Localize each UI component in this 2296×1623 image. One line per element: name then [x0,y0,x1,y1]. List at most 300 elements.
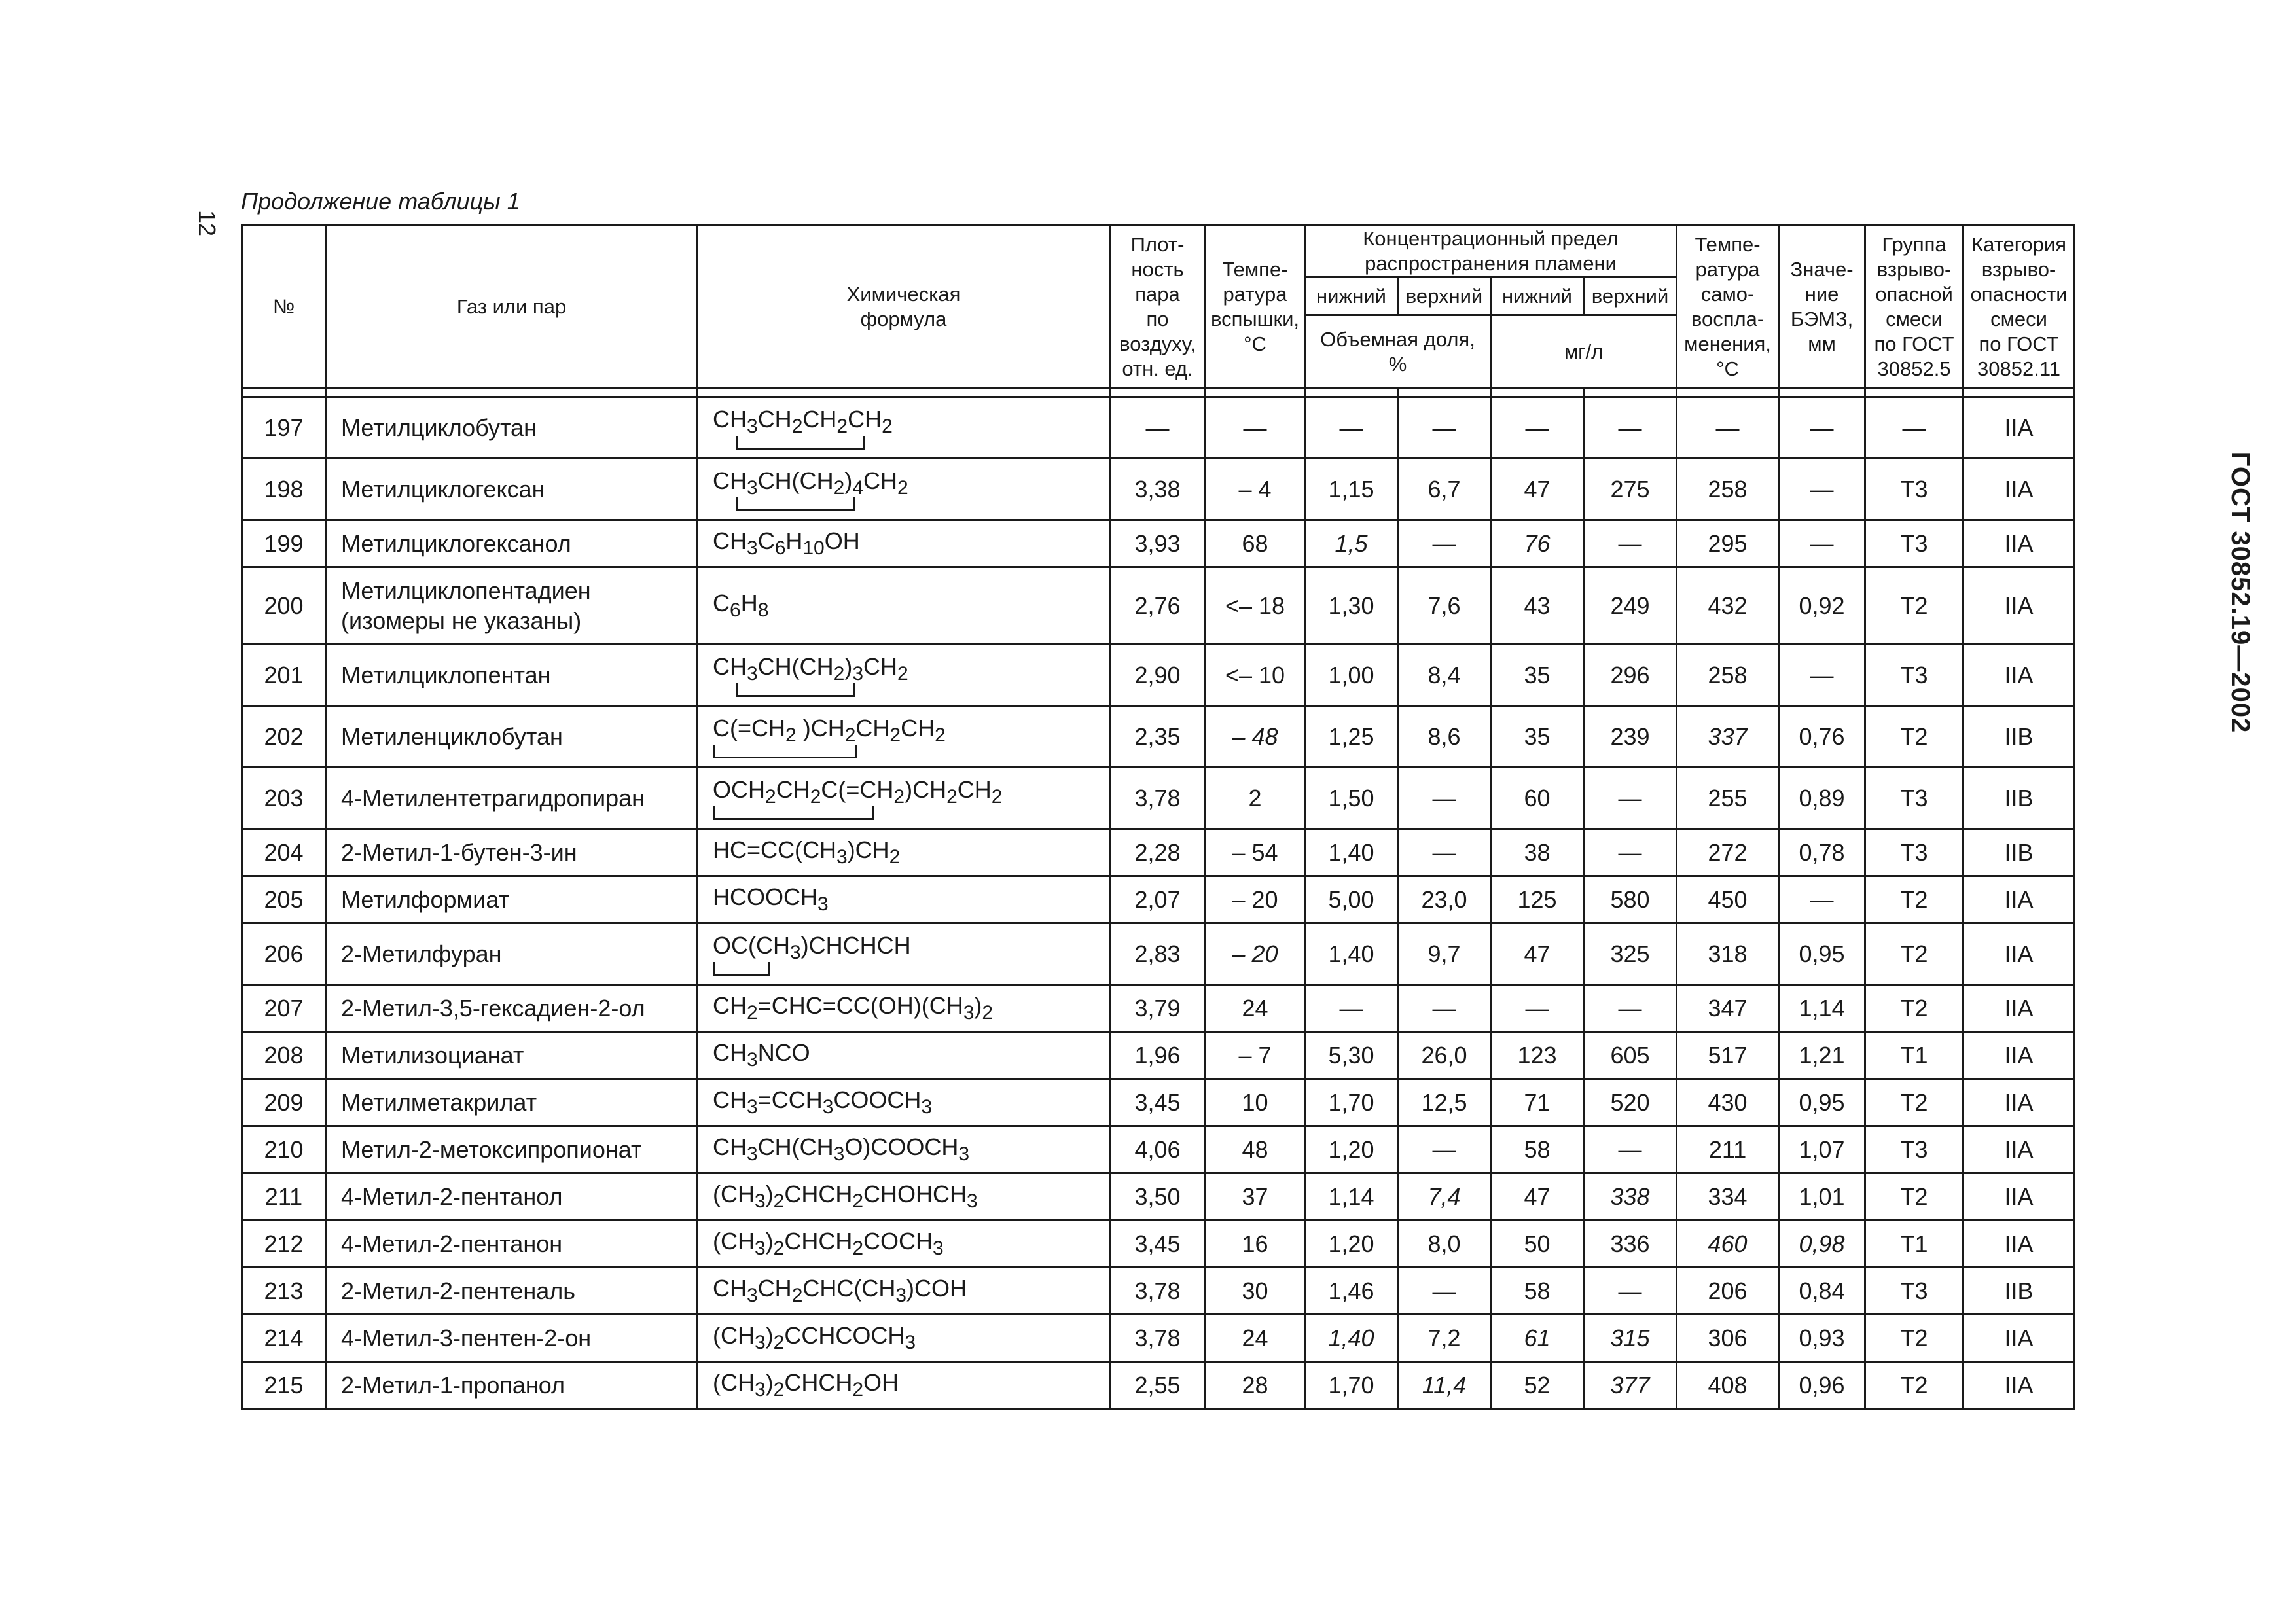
cell-bemz: 0,92 [1779,567,1865,645]
cell-ign: 334 [1677,1173,1779,1221]
cell-density: 2,90 [1110,645,1206,706]
cell-ign: 211 [1677,1126,1779,1173]
cell-ign: 432 [1677,567,1779,645]
table-body [242,397,2075,1409]
cell-bemz: 0,84 [1779,1268,1865,1315]
cell-uv: — [1398,829,1491,876]
formula-text: $C(=CH_2$ )$CH_2CH_2CH_2$ [713,715,946,747]
cell-ign: 347 [1677,985,1779,1032]
cell-bemz: — [1779,645,1865,706]
cell-lv: 1,46 [1305,1268,1398,1315]
cell-bemz: 0,76 [1779,706,1865,768]
cell-lm: 76 [1491,520,1584,567]
cell-lv: — [1305,397,1398,459]
cell-density: 3,79 [1110,985,1206,1032]
cell-formula [698,1126,1110,1173]
cell-ign: 430 [1677,1079,1779,1126]
cell-cat: IIA [1964,397,2075,459]
table-row [242,1032,2075,1079]
cell-no: 209 [242,1079,326,1126]
cell-name: 4-Метил-2-пентанол [326,1173,698,1221]
cell-group: T3 [1865,1126,1964,1173]
cell-flash: 10 [1206,1079,1305,1126]
table-row [242,1079,2075,1126]
header-density: Плот- ность пара по воздуху, отн. ед. [1110,226,1206,389]
cell-name: Метиленциклобутан [326,706,698,768]
cell-cat: IIA [1964,1032,2075,1079]
cell-no: 211 [242,1173,326,1221]
cell-bemz: 0,96 [1779,1362,1865,1409]
formula-text: $CH_3NCO$ [713,1039,810,1071]
cell-um: 336 [1584,1221,1677,1268]
page-number: 12 [194,209,221,237]
cell-name: 2-Метилфуран [326,923,698,985]
cell-group: T3 [1865,768,1964,829]
cell-cat: IIA [1964,520,2075,567]
cell-cat: IIA [1964,459,2075,520]
table-row [242,706,2075,768]
cell-bemz: 1,01 [1779,1173,1865,1221]
cell-group: T1 [1865,1221,1964,1268]
header-bemz: Значе- ние БЭМЗ, мм [1779,226,1865,389]
cell-ign: 272 [1677,829,1779,876]
cell-flash: – 20 [1206,876,1305,923]
cell-name: Метилциклопентан [326,645,698,706]
cell-density: 3,78 [1110,1315,1206,1362]
cell-group: T2 [1865,1173,1964,1221]
cell-density: 3,78 [1110,768,1206,829]
cell-uv: 7,2 [1398,1315,1491,1362]
formula-text: $OC(CH_3)CHCHCH$ [713,932,911,964]
cell-formula [698,1221,1110,1268]
cell-lm: 123 [1491,1032,1584,1079]
cell-um: — [1584,1126,1677,1173]
table-caption: Продолжение таблицы 1 [241,188,520,215]
cell-group: T2 [1865,1362,1964,1409]
cell-um: 325 [1584,923,1677,985]
cell-cat: IIB [1964,768,2075,829]
cell-ign: 255 [1677,768,1779,829]
cell-ign: 318 [1677,923,1779,985]
cell-bemz: 0,95 [1779,1079,1865,1126]
table-row [242,645,2075,706]
cell-formula [698,1032,1110,1079]
cell-ign: 258 [1677,459,1779,520]
cell-uv: — [1398,1268,1491,1315]
cell-lm: 35 [1491,645,1584,706]
cell-lv: 1,70 [1305,1079,1398,1126]
cell-flash: <– 10 [1206,645,1305,706]
cell-formula [698,1315,1110,1362]
cell-formula [698,923,1110,985]
cell-name: Метилциклогексан [326,459,698,520]
table-row [242,397,2075,459]
cell-bemz: — [1779,520,1865,567]
cell-formula [698,768,1110,829]
cell-lv: 1,40 [1305,923,1398,985]
header-volume-fraction: Объемная доля, % [1305,315,1491,389]
cell-um: 275 [1584,459,1677,520]
cell-density: 3,38 [1110,459,1206,520]
cell-lv: 1,00 [1305,645,1398,706]
cell-density: 3,45 [1110,1221,1206,1268]
cell-uv: — [1398,768,1491,829]
cell-formula [698,567,1110,645]
cell-bemz: 0,89 [1779,768,1865,829]
cell-group: T2 [1865,923,1964,985]
cell-lv: — [1305,985,1398,1032]
cell-formula [698,1173,1110,1221]
cell-uv: 8,6 [1398,706,1491,768]
cell-ign: 258 [1677,645,1779,706]
cell-um: — [1584,520,1677,567]
cell-cat: IIA [1964,1221,2075,1268]
cell-cat: IIA [1964,1362,2075,1409]
cell-bemz: 1,14 [1779,985,1865,1032]
cell-ign: — [1677,397,1779,459]
cell-lv: 1,5 [1305,520,1398,567]
cell-formula [698,1079,1110,1126]
cell-lv: 1,40 [1305,1315,1398,1362]
cell-lm: 52 [1491,1362,1584,1409]
cell-lm: — [1491,397,1584,459]
cell-flash: – 48 [1206,706,1305,768]
cell-um: — [1584,397,1677,459]
cell-um: 296 [1584,645,1677,706]
cell-formula [698,459,1110,520]
cell-lv: 1,15 [1305,459,1398,520]
cell-bemz: 0,78 [1779,829,1865,876]
cell-group: T2 [1865,1315,1964,1362]
cell-um: — [1584,985,1677,1032]
cell-um: — [1584,829,1677,876]
cell-density: 2,28 [1110,829,1206,876]
cell-no: 213 [242,1268,326,1315]
cell-no: 207 [242,985,326,1032]
cell-cat: IIA [1964,645,2075,706]
formula-text: $(CH_3)_2CHCH_2COCH_3$ [713,1227,944,1260]
cell-density: 3,45 [1110,1079,1206,1126]
table-row [242,567,2075,645]
data-table [241,224,2075,1410]
cell-no: 205 [242,876,326,923]
cell-flash: 28 [1206,1362,1305,1409]
cell-uv: — [1398,985,1491,1032]
cell-name: 2-Метил-2-пентеналь [326,1268,698,1315]
cell-lv: 1,25 [1305,706,1398,768]
cell-uv: — [1398,397,1491,459]
cell-cat: IIA [1964,1126,2075,1173]
ring-bracket [713,806,874,820]
cell-flash: 24 [1206,1315,1305,1362]
cell-uv: — [1398,1126,1491,1173]
formula-text: $C_6H_8$ [713,589,769,622]
cell-lm: — [1491,985,1584,1032]
cell-flash: 48 [1206,1126,1305,1173]
header-mg-per-l: мг/л [1491,315,1677,389]
cell-bemz: 0,93 [1779,1315,1865,1362]
table-row [242,923,2075,985]
cell-bemz: — [1779,459,1865,520]
cell-no: 214 [242,1315,326,1362]
cell-bemz: — [1779,397,1865,459]
cell-name: Метилметакрилат [326,1079,698,1126]
cell-lv: 1,30 [1305,567,1398,645]
cell-group: T3 [1865,459,1964,520]
table-row [242,1126,2075,1173]
cell-lv: 1,20 [1305,1221,1398,1268]
cell-density: 2,55 [1110,1362,1206,1409]
table-row [242,459,2075,520]
cell-um: 520 [1584,1079,1677,1126]
table-row [242,876,2075,923]
cell-uv: 7,4 [1398,1173,1491,1221]
cell-formula [698,1268,1110,1315]
cell-um: — [1584,1268,1677,1315]
cell-no: 206 [242,923,326,985]
header-ignition-temp: Темпе- ратура само- воспла- менения, °С [1677,226,1779,389]
cell-cat: IIA [1964,1173,2075,1221]
cell-no: 201 [242,645,326,706]
cell-density: 3,93 [1110,520,1206,567]
cell-uv: 8,0 [1398,1221,1491,1268]
cell-density: 2,07 [1110,876,1206,923]
cell-no: 199 [242,520,326,567]
table-row [242,520,2075,567]
cell-lm: 50 [1491,1221,1584,1268]
cell-cat: IIA [1964,876,2075,923]
cell-name: 2-Метил-1-пропанол [326,1362,698,1409]
formula-text: $CH_3CH(CH_2)_4CH_2$ [713,467,908,499]
cell-ign: 206 [1677,1268,1779,1315]
header-concentration-limit: Концентрационный предел распространения пламени [1305,226,1677,277]
table-row [242,1315,2075,1362]
cell-bemz: 1,21 [1779,1032,1865,1079]
cell-um: 239 [1584,706,1677,768]
header-formula: Химическая формула [698,226,1110,389]
cell-lv: 1,20 [1305,1126,1398,1173]
cell-density: 2,76 [1110,567,1206,645]
cell-no: 203 [242,768,326,829]
cell-lm: 125 [1491,876,1584,923]
cell-lm: 61 [1491,1315,1584,1362]
table-header [242,226,2075,397]
cell-group: T3 [1865,645,1964,706]
cell-name: Метилциклобутан [326,397,698,459]
cell-bemz: 0,95 [1779,923,1865,985]
formula-text: $CH_3CH_2CHC(CH_3)COH$ [713,1274,967,1307]
cell-lm: 47 [1491,1173,1584,1221]
cell-density: 2,35 [1110,706,1206,768]
cell-group: T2 [1865,1079,1964,1126]
cell-ign: 306 [1677,1315,1779,1362]
cell-formula [698,645,1110,706]
cell-bemz: 1,07 [1779,1126,1865,1173]
cell-density: 3,78 [1110,1268,1206,1315]
formula-text: $(CH_3)_2CCHCOCH_3$ [713,1321,916,1354]
cell-uv: 6,7 [1398,459,1491,520]
cell-flash: — [1206,397,1305,459]
cell-name: Метилизоцианат [326,1032,698,1079]
cell-bemz: — [1779,876,1865,923]
cell-name: 4-Метил-3-пентен-2-он [326,1315,698,1362]
formula-text: $CH_3CH(CH_2)_3CH_2$ [713,653,908,685]
cell-group: T3 [1865,520,1964,567]
table-row [242,1268,2075,1315]
cell-lm: 47 [1491,923,1584,985]
header-category: Категория взрыво- опасности смеси по ГОСТ 30852.11 [1964,226,2075,389]
cell-group: T2 [1865,567,1964,645]
cell-lm: 35 [1491,706,1584,768]
cell-lm: 60 [1491,768,1584,829]
cell-lv: 5,00 [1305,876,1398,923]
cell-cat: IIA [1964,985,2075,1032]
cell-name: 2-Метил-3,5-гексадиен-2-ол [326,985,698,1032]
cell-bemz: 0,98 [1779,1221,1865,1268]
cell-cat: IIB [1964,1268,2075,1315]
ring-bracket [713,962,770,976]
cell-flash: – 20 [1206,923,1305,985]
cell-cat: IIB [1964,706,2075,768]
cell-flash: 24 [1206,985,1305,1032]
cell-group: — [1865,397,1964,459]
cell-group: T3 [1865,1268,1964,1315]
cell-cat: IIA [1964,1079,2075,1126]
cell-name: 4-Метилентетрагидропиран [326,768,698,829]
formula-text: $CH_2=CHC=CC(OH)(CH_3)_2$ [713,991,994,1024]
cell-lm: 43 [1491,567,1584,645]
formula-text: $CH_3CH(CH_3O)COOCH_3$ [713,1133,970,1166]
cell-no: 204 [242,829,326,876]
cell-uv: 26,0 [1398,1032,1491,1079]
cell-lm: 47 [1491,459,1584,520]
cell-density: 2,83 [1110,923,1206,985]
cell-flash: 16 [1206,1221,1305,1268]
cell-no: 208 [242,1032,326,1079]
formula-text: $HC=CC(CH_3)CH_2$ [713,836,901,868]
cell-cat: IIB [1964,829,2075,876]
table-row [242,1173,2075,1221]
header-name: Газ или пар [326,226,698,389]
cell-um: 338 [1584,1173,1677,1221]
cell-no: 198 [242,459,326,520]
cell-lv: 5,30 [1305,1032,1398,1079]
cell-uv: 8,4 [1398,645,1491,706]
document-code: ГОСТ 30852.19—2002 [2226,451,2255,734]
table-row [242,829,2075,876]
cell-um: 580 [1584,876,1677,923]
table-row [242,985,2075,1032]
cell-lv: 1,40 [1305,829,1398,876]
cell-no: 215 [242,1362,326,1409]
formula-text: $CH_3CH_2CH_2CH_2$ [713,406,893,438]
cell-no: 202 [242,706,326,768]
cell-lm: 58 [1491,1126,1584,1173]
header-no: № [242,226,326,389]
formula-text: $CH_3=CCH_3COOCH_3$ [713,1086,933,1118]
cell-density: — [1110,397,1206,459]
formula-text: $(CH_3)_2CHCH_2CHOHCH_3$ [713,1180,978,1213]
cell-group: T1 [1865,1032,1964,1079]
cell-flash: – 7 [1206,1032,1305,1079]
cell-um: 377 [1584,1362,1677,1409]
cell-uv: 23,0 [1398,876,1491,923]
formula-text: $(CH_3)_2CHCH_2OH$ [713,1368,899,1401]
cell-lv: 1,50 [1305,768,1398,829]
cell-no: 197 [242,397,326,459]
formula-text: $HCOOCH_3$ [713,883,829,916]
header-upper-vol: верхний [1398,277,1491,315]
cell-density: 4,06 [1110,1126,1206,1173]
header-separator [242,389,2075,397]
cell-name: Метил-2-метоксипропионат [326,1126,698,1173]
cell-lm: 58 [1491,1268,1584,1315]
cell-lv: 1,70 [1305,1362,1398,1409]
header-flash-point: Темпе- ратура вспышки, °С [1206,226,1305,389]
cell-flash: – 4 [1206,459,1305,520]
cell-flash: 30 [1206,1268,1305,1315]
cell-formula [698,706,1110,768]
cell-formula [698,520,1110,567]
cell-flash: 37 [1206,1173,1305,1221]
cell-no: 210 [242,1126,326,1173]
cell-formula [698,876,1110,923]
cell-group: T3 [1865,829,1964,876]
cell-um: 605 [1584,1032,1677,1079]
cell-ign: 337 [1677,706,1779,768]
cell-name: Метилциклопентадиен (изомеры не указаны) [326,567,698,645]
cell-group: T2 [1865,985,1964,1032]
cell-no: 200 [242,567,326,645]
cell-um: — [1584,768,1677,829]
cell-group: T2 [1865,706,1964,768]
cell-ign: 460 [1677,1221,1779,1268]
formula-text: $OCH_2CH_2C(=CH_2)CH_2CH_2$ [713,776,1003,808]
cell-ign: 517 [1677,1032,1779,1079]
cell-cat: IIA [1964,923,2075,985]
cell-flash: 2 [1206,768,1305,829]
cell-uv: 9,7 [1398,923,1491,985]
cell-uv: 12,5 [1398,1079,1491,1126]
cell-uv: — [1398,520,1491,567]
cell-uv: 7,6 [1398,567,1491,645]
formula-text: $CH_3C_6H_{10}OH$ [713,527,860,560]
cell-ign: 295 [1677,520,1779,567]
cell-formula [698,829,1110,876]
cell-lv: 1,14 [1305,1173,1398,1221]
cell-name: 2-Метил-1-бутен-3-ин [326,829,698,876]
table-row [242,1221,2075,1268]
cell-no: 212 [242,1221,326,1268]
header-group: Группа взрыво- опасной смеси по ГОСТ 30852.5 [1865,226,1964,389]
cell-ign: 408 [1677,1362,1779,1409]
cell-um: 315 [1584,1315,1677,1362]
cell-cat: IIA [1964,567,2075,645]
header-upper-mg: верхний [1584,277,1677,315]
cell-flash: – 54 [1206,829,1305,876]
cell-formula [698,985,1110,1032]
cell-group: T2 [1865,876,1964,923]
cell-density: 1,96 [1110,1032,1206,1079]
header-lower-vol: нижний [1305,277,1398,315]
cell-lm: 71 [1491,1079,1584,1126]
cell-formula [698,397,1110,459]
cell-name: Метилформиат [326,876,698,923]
table-row [242,1362,2075,1409]
cell-name: Метилциклогексанол [326,520,698,567]
cell-name: 4-Метил-2-пентанон [326,1221,698,1268]
cell-lm: 38 [1491,829,1584,876]
